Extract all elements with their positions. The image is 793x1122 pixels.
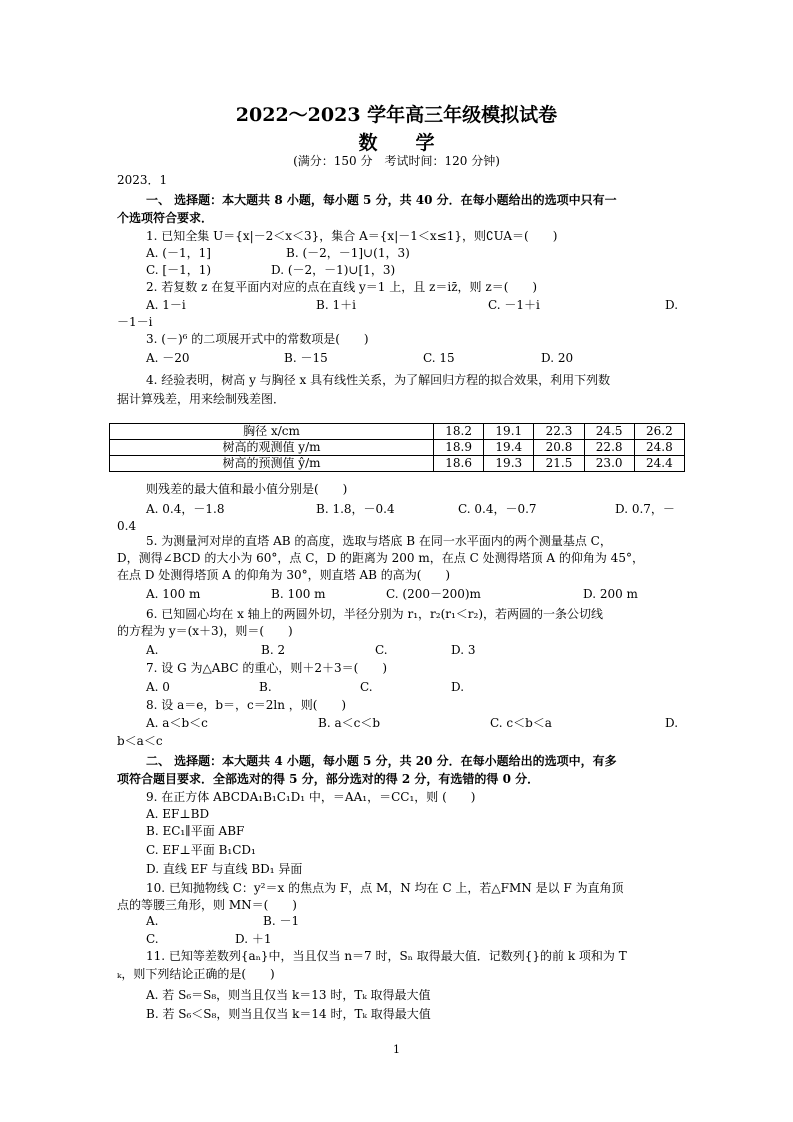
q1-option-b: B. (－2，－1]∪(1，3) [286,246,410,260]
table-cell: 21.5 [534,456,584,472]
q9-option-d: D. 直线 EF 与直线 BD₁ 异面 [146,862,303,876]
table-cell: 24.8 [634,440,684,456]
q5-stem-cont2: 在点 D 处测得塔顶 A 的仰角为 30°，则直塔 AB 的高为( ) [117,568,451,582]
q3-option-a: A. －20 [146,351,190,365]
table-cell: 20.8 [534,440,584,456]
q9-stem: 9. 在正方体 ABCDA₁B₁C₁D₁ 中，＝AA₁，＝CC₁，则 ( ) [146,790,476,804]
q5-option-d: D. 200 m [583,587,638,601]
q7-option-d: D. [451,680,465,694]
q6-stem-cont: 的方程为 y＝(x＋3)，则＝( ) [117,624,293,638]
q6-stem: 6. 已知圆心均在 x 轴上的两圆外切，半径分别为 r₁，r₂(r₁＜r₂)，若两圆的一条公切线 [146,607,604,621]
table-cell: 22.8 [584,440,634,456]
table-row [110,456,685,472]
exam-date: 2023．1 [117,173,168,187]
q4-option-b: B. 1.8，－0.4 [316,502,395,516]
exam-info: (满分：150 分 考试时间：120 分钟) [293,154,500,168]
q4-option-c: C. 0.4，－0.7 [458,502,537,516]
table-row-label: 胸径 x/cm [110,424,434,440]
q1-option-a: A. (－1，1] [146,246,211,260]
q10-option-a: A. [146,914,159,928]
q10-option-c: C. [146,932,159,946]
q11-stem: 11. 已知等差数列{aₙ}中，当且仅当 n＝7 时，Sₙ 取得最大值．记数列{}的前 k 项和为 T [146,949,627,963]
q9-option-c: C. EF⊥平面 B₁CD₁ [146,843,256,857]
q10-option-b: B. －1 [263,914,300,928]
table-cell: 18.6 [434,456,484,472]
q3-stem: 3. (－)⁶ 的二项展开式中的常数项是( ) [146,332,369,346]
q7-option-b: B. [259,680,272,694]
q10-option-d: D. ＋1 [235,932,272,946]
table-row [110,440,685,456]
q4-option-d-cont: 0.4 [117,519,137,533]
q11-option-a: A. 若 S₆＝S₈，则当且仅当 k＝13 时，Tₖ 取得最大值 [146,988,431,1002]
q6-option-b: B. 2 [261,643,286,657]
q8-option-b: B. a＜c＜b [318,716,381,730]
q1-stem: 1. 已知全集 U＝{x|－2＜x＜3}，集合 A＝{x|－1＜x≤1}，则∁UA＝( ) [146,229,558,243]
table-cell: 24.4 [634,456,684,472]
table-cell: 19.3 [484,456,534,472]
q5-option-b: B. 100 m [271,587,326,601]
q8-stem: 8. 设 a＝e，b＝，c＝2ln ，则( ) [146,698,347,712]
section-one-heading-cont: 个选项符合要求． [117,211,214,225]
q2-option-a: A. 1－i [146,298,186,312]
q2-option-d-cont: －1－i [117,315,153,329]
section-one-heading: 一、 选择题：本大题共 8 小题，每小题 5 分，共 40 分．在每小题给出的选项中只有一 [146,193,617,207]
q6-option-a: A. [146,643,159,657]
q2-option-c: C. －1＋i [488,298,540,312]
table-cell: 22.3 [534,424,584,440]
subject-title: 数 学 [358,132,435,154]
q4-option-a: A. 0.4，－1.8 [146,502,225,516]
q5-stem: 5. 为测量河对岸的直塔 AB 的高度，选取与塔底 B 在同一水平面内的两个测量基点 C， [146,534,612,548]
q6-option-c: C. [375,643,388,657]
table-row [110,424,685,440]
q7-stem: 7. 设 G 为△ABC 的重心，则＋2＋3＝( ) [146,661,388,675]
q3-option-b: B. －15 [284,351,328,365]
table-cell: 18.9 [434,440,484,456]
table-cell: 26.2 [634,424,684,440]
q2-option-b: B. 1＋i [316,298,356,312]
table-cell: 23.0 [584,456,634,472]
q5-option-c: C. (200－200)m [386,587,481,601]
q4-option-d: D. 0.7，－ [615,502,675,516]
q11-stem-cont: ₖ，则下列结论正确的是( ) [117,967,275,981]
page-number: 1 [393,1043,400,1056]
q2-stem: 2. 若复数 z 在复平面内对应的点在直线 y＝1 上，且 z＝iz̄，则 z＝( ) [146,280,538,294]
q8-option-c: C. c＜b＜a [490,716,552,730]
q2-option-d: D. [665,298,679,312]
q1-option-d: D. (－2，－1)∪[1，3) [271,263,396,277]
q4-question: 则残差的最大值和最小值分别是( ) [146,482,348,496]
q8-option-d: D. [665,716,679,730]
table-cell: 19.1 [484,424,534,440]
q3-option-c: C. 15 [423,351,455,365]
residual-data-table [109,423,685,472]
q1-options-ab [146,245,686,261]
exam-title: 2022～2023 学年高三年级模拟试卷 [235,104,558,126]
table-cell: 19.4 [484,440,534,456]
q6-option-d: D. 3 [451,643,476,657]
q3-option-d: D. 20 [541,351,574,365]
q10-stem: 10. 已知抛物线 C：y²＝x 的焦点为 F，点 M，N 均在 C 上，若△FMN 是以 F 为直角顶 [146,881,624,895]
table-cell: 24.5 [584,424,634,440]
table-row-label: 树高的预测值 ŷ/m [110,456,434,472]
section-two-heading: 二、 选择题：本大题共 4 小题，每小题 5 分，共 20 分．在每小题给出的选项中，有多 [146,754,617,768]
table-cell: 18.2 [434,424,484,440]
q1-option-c: C. [－1，1) [146,263,212,277]
q10-stem-cont: 点的等腰三角形，则 MN＝( ) [117,898,297,912]
q1-options-cd [146,262,686,278]
q4-stem-cont: 据计算残差，用来绘制残差图． [117,392,286,406]
section-two-heading-cont: 项符合题目要求．全部选对的得 5 分，部分选对的得 2 分，有选错的得 0 分． [117,772,540,786]
q4-stem: 4. 经验表明，树高 y 与胸径 x 具有线性关系，为了解回归方程的拟合效果，利用下列数 [146,373,611,387]
q7-option-a: A. 0 [146,680,170,694]
q8-option-a: A. a＜b＜c [146,716,208,730]
q5-stem-cont1: D，测得∠BCD 的大小为 60°，点 C，D 的距离为 200 m，在点 C 处测得塔顶 A 的仰角为 45°， [117,551,644,565]
table-row-label: 树高的观测值 y/m [110,440,434,456]
q5-option-a: A. 100 m [146,587,201,601]
q9-option-b: B. EC₁∥平面 ABF [146,824,245,838]
q7-option-c: C. [360,680,373,694]
q11-option-b: B. 若 S₆＜S₈，则当且仅当 k＝14 时，Tₖ 取得最大值 [146,1007,431,1021]
q9-option-a: A. EF⊥BD [146,807,210,821]
q8-option-d-cont: b＜a＜c [117,734,163,748]
